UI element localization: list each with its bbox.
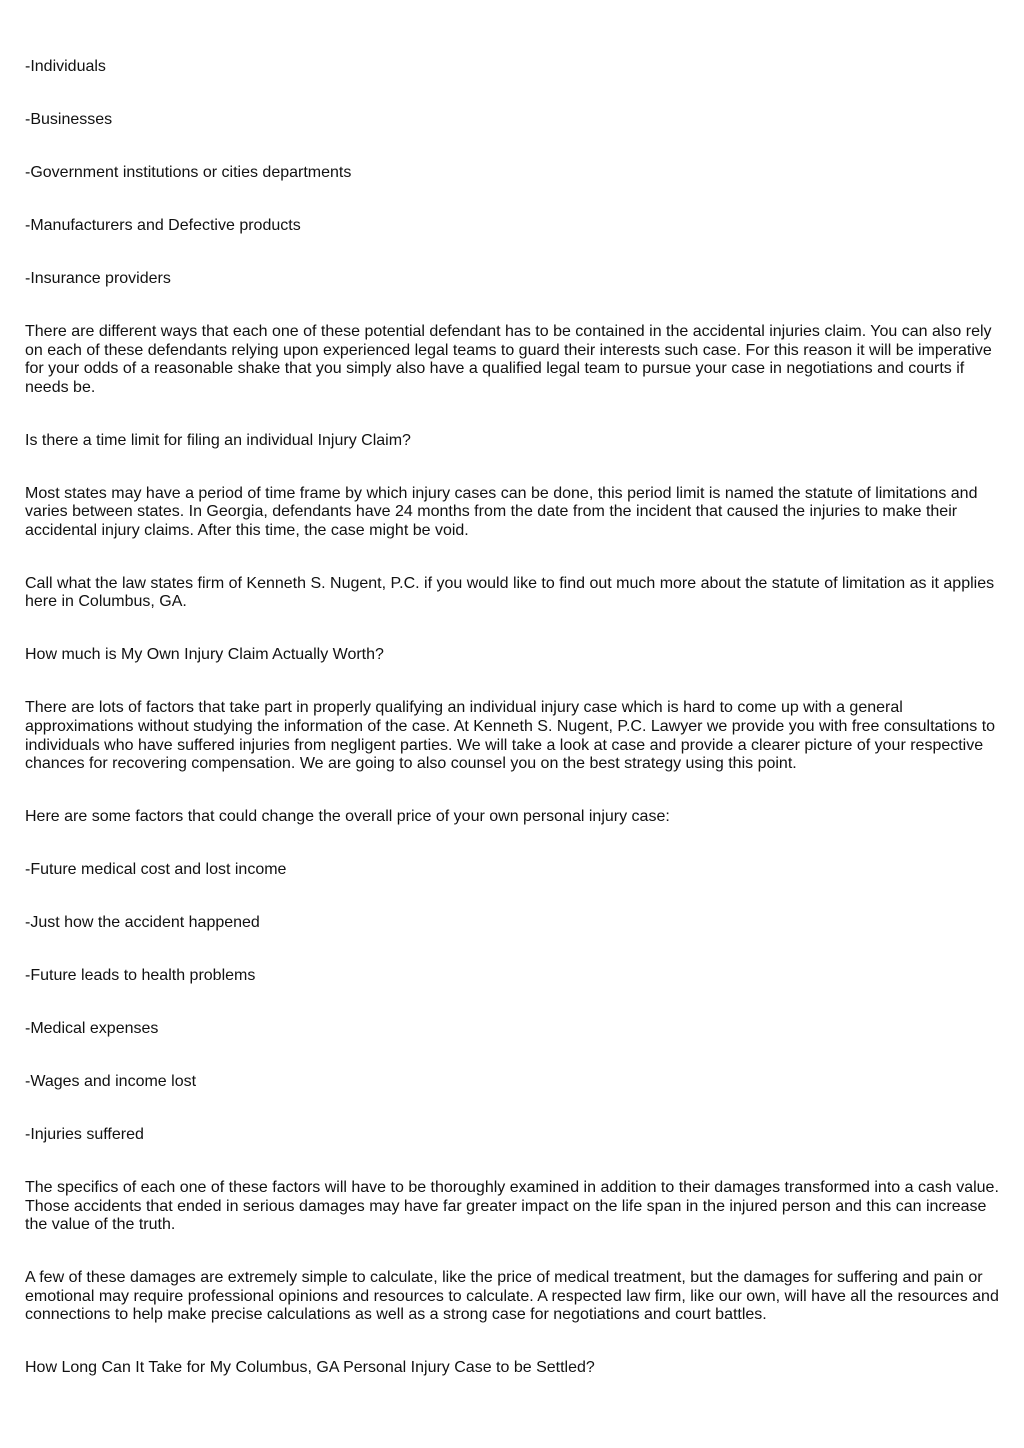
list-item-medical-expenses: -Medical expenses xyxy=(25,1020,159,1038)
list-item-accident: -Just how the accident happened xyxy=(25,914,260,932)
list-item-government: -Government institutions or cities departments xyxy=(25,163,352,181)
list-item-injuries: -Injuries suffered xyxy=(25,1126,144,1144)
list-item-insurance: -Insurance providers xyxy=(25,269,171,287)
paragraph-damages: A few of these damages are extremely simple to calculate, like the price of medical treatment, but the damages for suffering and pain or emotional may require professional opinions and resources to calculate. A respected law firm, like our own, will have all the resources and connections to help make precise calculations as well as a strong case for negotiations and court battles. xyxy=(25,1269,999,1324)
list-item-future-medical: -Future medical cost and lost income xyxy=(25,861,287,879)
paragraph-specifics: The specifics of each one of these factors will have to be thoroughly examined in addition to their damages transformed into a cash value. Those accidents that ended in serious damages may have far greater impact on the life span in the injured person and this can increase the value of the truth. xyxy=(25,1179,999,1234)
paragraph-defendants: There are different ways that each one of these potential defendant has to be contained in the accidental injuries claim. You can also rely on each of these defendants relying upon experienced legal teams to guard their interests such case. For this reason it will be imperative for your odds of a reasonable shake that you simply also have a qualified legal team to pursue your case in negotiations and courts if needs be. xyxy=(25,322,992,396)
document-body xyxy=(25,58,1000,1412)
heading-time-limit: Is there a time limit for filing an individual Injury Claim? xyxy=(25,431,411,449)
paragraph-statute: Most states may have a period of time frame by which injury cases can be done, this period limit is named the statute of limitations and varies between states. In Georgia, defendants have 24 months from the date from the incident that caused the injuries to make their accidental injury claims. After this time, the case might be void. xyxy=(25,484,978,539)
list-item-individuals: -Individuals xyxy=(25,58,106,75)
paragraph-call-firm: Call what the law states firm of Kenneth S. Nugent, P.C. if you would like to find out much more about the statute of limitation as it applies here in Columbus, GA. xyxy=(25,574,995,611)
paragraph-factors-intro: There are lots of factors that take part in properly qualifying an individual injury case which is hard to come up with a general approximations without studying the information of the case. At Kenneth S. Nugent, P.C. Lawyer we provide you with free consultations to individuals who have suffered injuries from negligent parties. We will take a look at case and provide a clearer picture of your respective chances for recovering compensation. We are going to also counsel you on the best strategy using this point. xyxy=(25,699,996,773)
heading-claim-worth: How much is My Own Injury Claim Actually Worth? xyxy=(25,646,384,664)
list-item-businesses: -Businesses xyxy=(25,110,113,128)
list-item-manufacturers: -Manufacturers and Defective products xyxy=(25,216,301,234)
list-item-health-problems: -Future leads to health problems xyxy=(25,967,256,985)
paragraph-factors-lead: Here are some factors that could change the overall price of your own personal injury case: xyxy=(25,808,670,826)
heading-settlement-time: How Long Can It Take for My Columbus, GA Personal Injury Case to be Settled? xyxy=(25,1359,595,1377)
list-item-wages: -Wages and income lost xyxy=(25,1073,197,1091)
